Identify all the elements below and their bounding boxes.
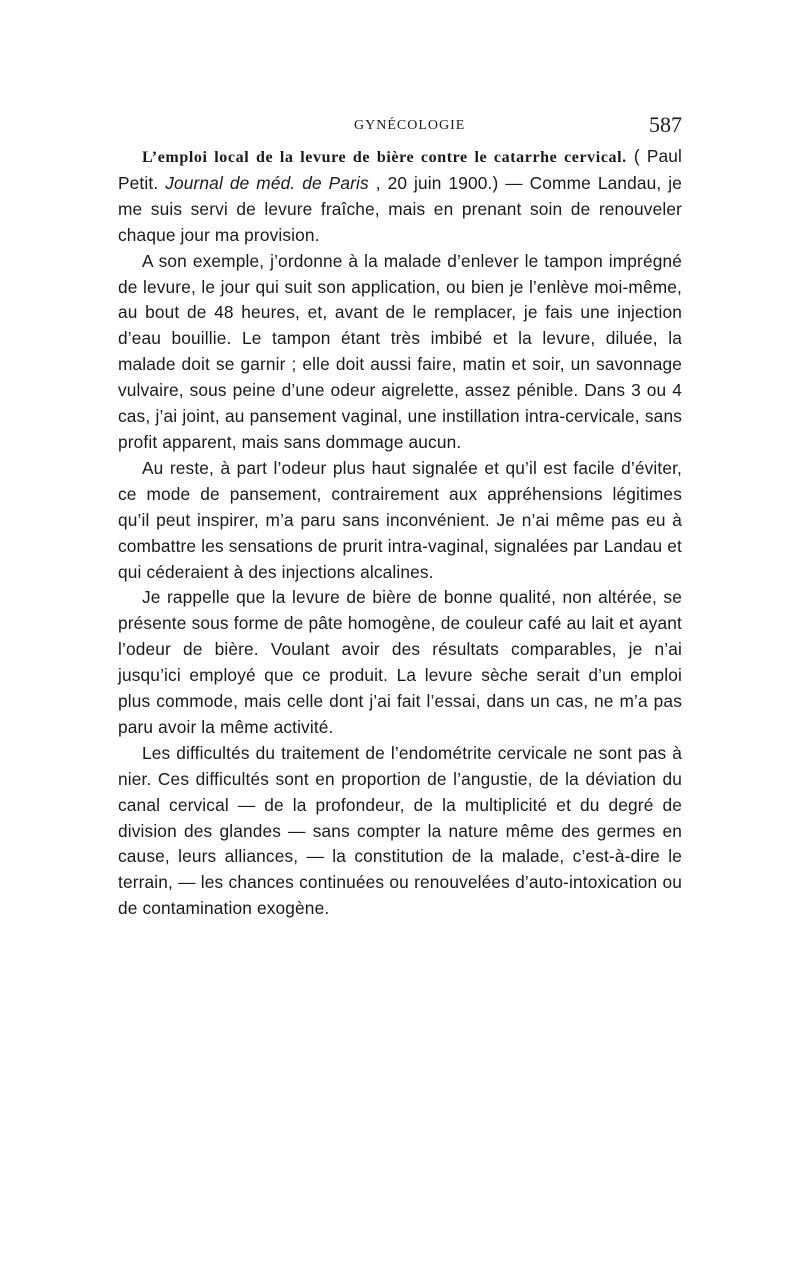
running-title: GYNÉCOLOGIE (354, 118, 466, 133)
paragraph-3: Au reste, à part l’odeur plus haut signalée et qu’il est facile d’éviter, ce mode de pansement, contrairement aux appréhensions légitimes qu’il peut inspirer, m’a paru sans inconvénient. Je n’ai même pas eu à combattre les sensations de prurit intra-vaginal, signalées par Landau et qui céderaient à des injections alcalines. (118, 457, 682, 582)
running-head (118, 112, 682, 144)
paragraph-4: Je rappelle que la levure de bière de bonne qualité, non altérée, se présente sous forme de pâte homogène, de couleur café au lait et ayant l’odeur de bière. Voulant avoir des résultats comparables, je n’ai jusqu’ici employé que ce produit. La levure sèche serait d’un emploi plus commode, mais celle dont j’ai fait l’essai, dans un cas, ne m’a pas paru avoir la même activité. (118, 587, 682, 737)
paragraph-1-text: Comme Landau, je me suis servi de levure fraîche, mais en prenant soin de renouveler chaque jour ma provision. (118, 172, 683, 245)
book-page (118, 112, 682, 922)
reference-open: ( Paul Petit. (118, 146, 683, 193)
page-number: 587 (649, 112, 682, 137)
article-title: L’emploi local de la levure de bière contre le catarrhe cervical. (142, 149, 627, 166)
paragraph-5: Les difficultés du traitement de l’endométrite cervicale ne sont pas à nier. Ces difficultés sont en proportion de l’angustie, de la déviation du canal cervical — de la profondeur, de la multiplicité et du degré de division des glandes — sans compter la nature même des germes en cause, leurs alliances, — la constitution de la malade, c’est-à-dire le terrain, — les chances continuées ou renouvelées d’auto-intoxication ou de contamination exogène. (118, 742, 682, 919)
paragraph-1 (118, 144, 682, 249)
journal-name: Journal de méd. de Paris (165, 172, 369, 193)
paragraph-2: A son exemple, j’ordonne à la malade d’enlever le tampon imprégné de levure, le jour qui suit son application, ou bien je l’enlève moi-même, au bout de 48 heures, et, avant de le remplacer, je fais une injection d’eau bouillie. Le tampon étant très imbibé et la levure, diluée, la malade doit se garnir ; elle doit aussi faire, matin et soir, un savonnage vulvaire, sous peine d’une odeur aigrelette, assez pénible. Dans 3 ou 4 cas, j’ai joint, au pansement vaginal, une instillation intra-cervicale, sans profit apparent, mais sans dommage aucun. (118, 250, 682, 452)
reference-close: , 20 juin 1900.) — (368, 172, 530, 193)
